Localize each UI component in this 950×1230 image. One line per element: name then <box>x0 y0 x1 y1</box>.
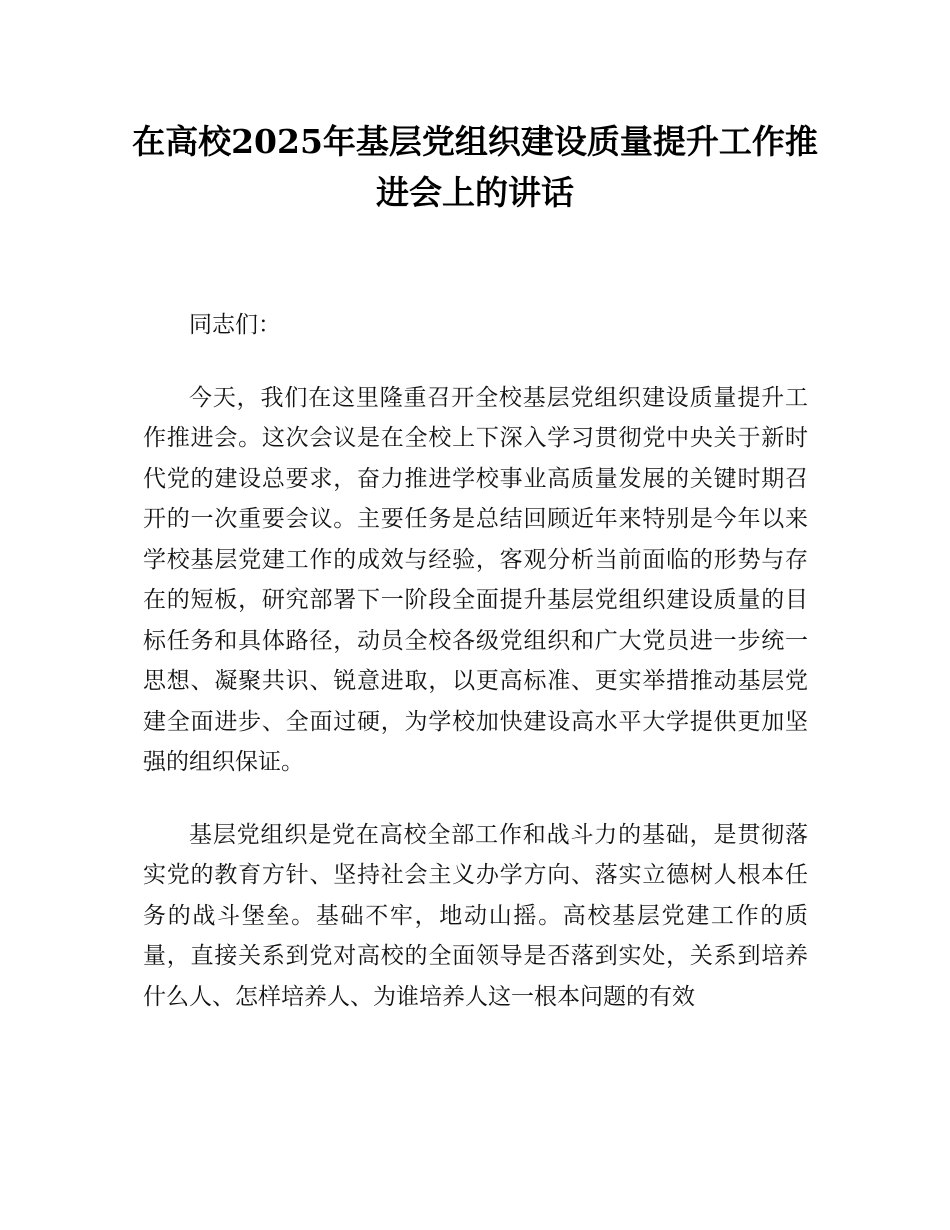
salutation: 同志们： <box>189 312 281 338</box>
document-title: 在高校2025年基层党组织建设质量提升工作推进会上的讲话 <box>132 122 818 212</box>
paragraph-1: 今天，我们在这里隆重召开全校基层党组织建设质量提升工作推进会。这次会议是在全校上下深入学习贯彻党中央关于新时代党的建设总要求，奋力推进学校事业高质量发展的关键时期召开的一次重要会议。主要任务是总结回顾近年来特别是今年以来学校基层党建工作的成效与经验，客观分析当前面临的形势与存在的短板，研究部署下一阶段全面提升基层党组织建设质量的目标任务和具体路径，动员全校各级党组织和广大党员进一步统一思想、凝聚共识、锐意进取，以更高标准、更实举措推动基层党建全面进步、全面过硬，为学校加快建设高水平大学提供更加坚强的组织保证。 <box>143 384 808 775</box>
document-body <box>143 305 808 1049</box>
paragraph-2: 基层党组织是党在高校全部工作和战斗力的基础，是贯彻落实党的教育方针、坚持社会主义办学方向、落实立德树人根本任务的战斗堡垒。基础不牢，地动山摇。高校基层党建工作的质量，直接关系到党对高校的全面领导是否落到实处，关系到培养什么人、怎样培养人、为谁培养人这一根本问题的有效 <box>143 821 808 1010</box>
